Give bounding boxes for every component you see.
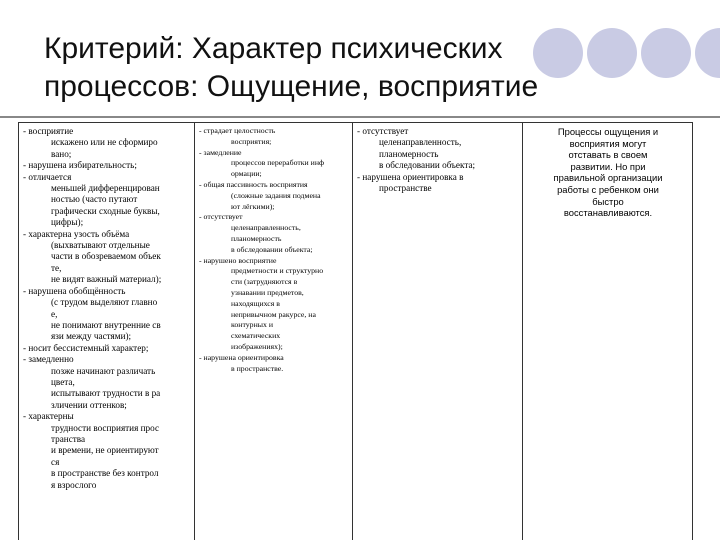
- cell-text-line: - замедление: [199, 147, 242, 157]
- cell-text-line: - нарушено восприятие: [199, 255, 277, 265]
- cell-text-line: - восприятие: [23, 126, 74, 136]
- cell-text-line: - отсутствует: [357, 126, 409, 136]
- cell-text-line: - отличается: [23, 171, 72, 182]
- cell-text-line: - носит бессистемный характер;: [23, 342, 149, 353]
- cell-text-line: в обследовании объекта;: [379, 160, 476, 171]
- cell-text-line: транства: [51, 433, 86, 444]
- cell-text-line: Процессы ощущения и: [557, 126, 659, 137]
- cell-text-line: - нарушена обобщённость: [23, 285, 126, 296]
- cell-text-line: (с трудом выделяют главно: [51, 297, 158, 308]
- cell-text-line: - общая пассивность восприятия: [199, 179, 308, 189]
- cell-text-line: цвета,: [51, 376, 75, 387]
- cell-text-line: - характерны: [23, 411, 74, 422]
- cell-text-line: (сложные задания подмена: [231, 190, 321, 200]
- cell-text-line: в пространстве.: [231, 363, 284, 373]
- cell-text-line: е,: [51, 308, 58, 319]
- table-cell-col3: [353, 123, 523, 540]
- table-cell-col4: [523, 123, 693, 540]
- cell-text-line: части в обозреваемом объек: [51, 251, 161, 262]
- cell-text-line: процессов переработки инф: [231, 158, 325, 168]
- cell-text-line: схематических: [231, 331, 281, 341]
- title-divider: [0, 116, 720, 118]
- cell-text-line: быстро: [592, 195, 624, 207]
- cell-text-line: меньшей дифференцирован: [51, 183, 160, 194]
- cell-text-line: контурных и: [231, 320, 273, 330]
- cell-text-line: целенаправленность,: [231, 223, 301, 233]
- cell-text-line: трудности восприятия прос: [51, 422, 160, 433]
- cell-text-line: непривычном ракурсе, на: [231, 309, 316, 319]
- cell-text-line: узнавании предметов,: [231, 287, 304, 297]
- cell-text-line: правильной организации: [553, 172, 663, 184]
- criteria-table: [18, 122, 693, 540]
- cell-text-line: я взрослого: [51, 479, 97, 490]
- cell-text-line: восприятия;: [231, 136, 272, 146]
- cell-text-line: и времени, не ориентируют: [51, 445, 159, 456]
- slide-title: Критерий: Характер психических процессов: Ощущение, восприятие: [44, 32, 539, 103]
- cell-text-line: планомерность: [231, 233, 282, 243]
- cell-text-line: предметности и структурно: [231, 266, 324, 276]
- cell-text-line: позже начинают различать: [51, 365, 156, 376]
- cell-text-line: те,: [51, 262, 62, 273]
- cell-text-line: графически сходные буквы,: [51, 205, 160, 216]
- circle-decoration: [695, 28, 720, 78]
- cell-text-line: вано;: [51, 148, 72, 159]
- cell-text-line: восприятия могут: [569, 137, 647, 149]
- cell-text-line: искажено или не сформиро: [51, 137, 158, 148]
- table-row: [19, 123, 693, 540]
- cell-text-line: ся: [51, 456, 60, 467]
- cell-text-line: сти (затрудняются в: [231, 277, 298, 287]
- cell-text-line: - замедленно: [23, 354, 74, 365]
- cell-text-line: ормации;: [231, 169, 262, 179]
- cell-text-line: отставать в своем: [568, 149, 648, 161]
- cell-text-line: цифры);: [51, 217, 84, 228]
- cell-text-line: не видят важный материал);: [51, 274, 162, 285]
- cell-text-line: работы с ребенком они: [557, 183, 659, 195]
- cell-text-line: в пространстве без контрол: [51, 468, 159, 479]
- table-cell-col1: [19, 123, 195, 540]
- cell-text-line: - отсутствует: [199, 212, 243, 222]
- cell-text-line: зличении оттенков;: [51, 399, 127, 410]
- circle-decoration: [641, 28, 691, 78]
- cell-text-line: (выхватывают отдельные: [51, 240, 150, 251]
- cell-text-line: изображениях);: [231, 341, 283, 351]
- cell-text-line: - характерна узость объёма: [23, 228, 130, 239]
- cell-text-line: целенаправленность,: [379, 137, 462, 148]
- table-cell-col2: [195, 123, 353, 540]
- cell-text-line: не понимают внутренние св: [51, 319, 161, 330]
- cell-text-line: испытывают трудности в ра: [51, 388, 161, 399]
- cell-text-line: - страдает целостность: [199, 126, 276, 135]
- cell-text-line: - нарушена избирательность;: [23, 160, 137, 171]
- cell-text-line: язи между частями);: [51, 331, 132, 342]
- cell-text-line: ностью (часто путают: [51, 194, 138, 205]
- cell-text-line: пространстве: [379, 183, 432, 194]
- cell-text-line: находящихся в: [231, 298, 280, 308]
- cell-text-line: в обследовании объекта;: [231, 244, 313, 254]
- cell-text-line: планомерность: [379, 148, 439, 159]
- cell-text-line: ют лёгкими);: [231, 201, 275, 211]
- cell-text-line: восстанавливаются.: [563, 207, 653, 219]
- cell-text-line: - нарушена ориентировка в: [357, 171, 464, 182]
- cell-text-line: развитии. Но при: [570, 160, 646, 172]
- cell-text-line: - нарушена ориентировка: [199, 352, 284, 362]
